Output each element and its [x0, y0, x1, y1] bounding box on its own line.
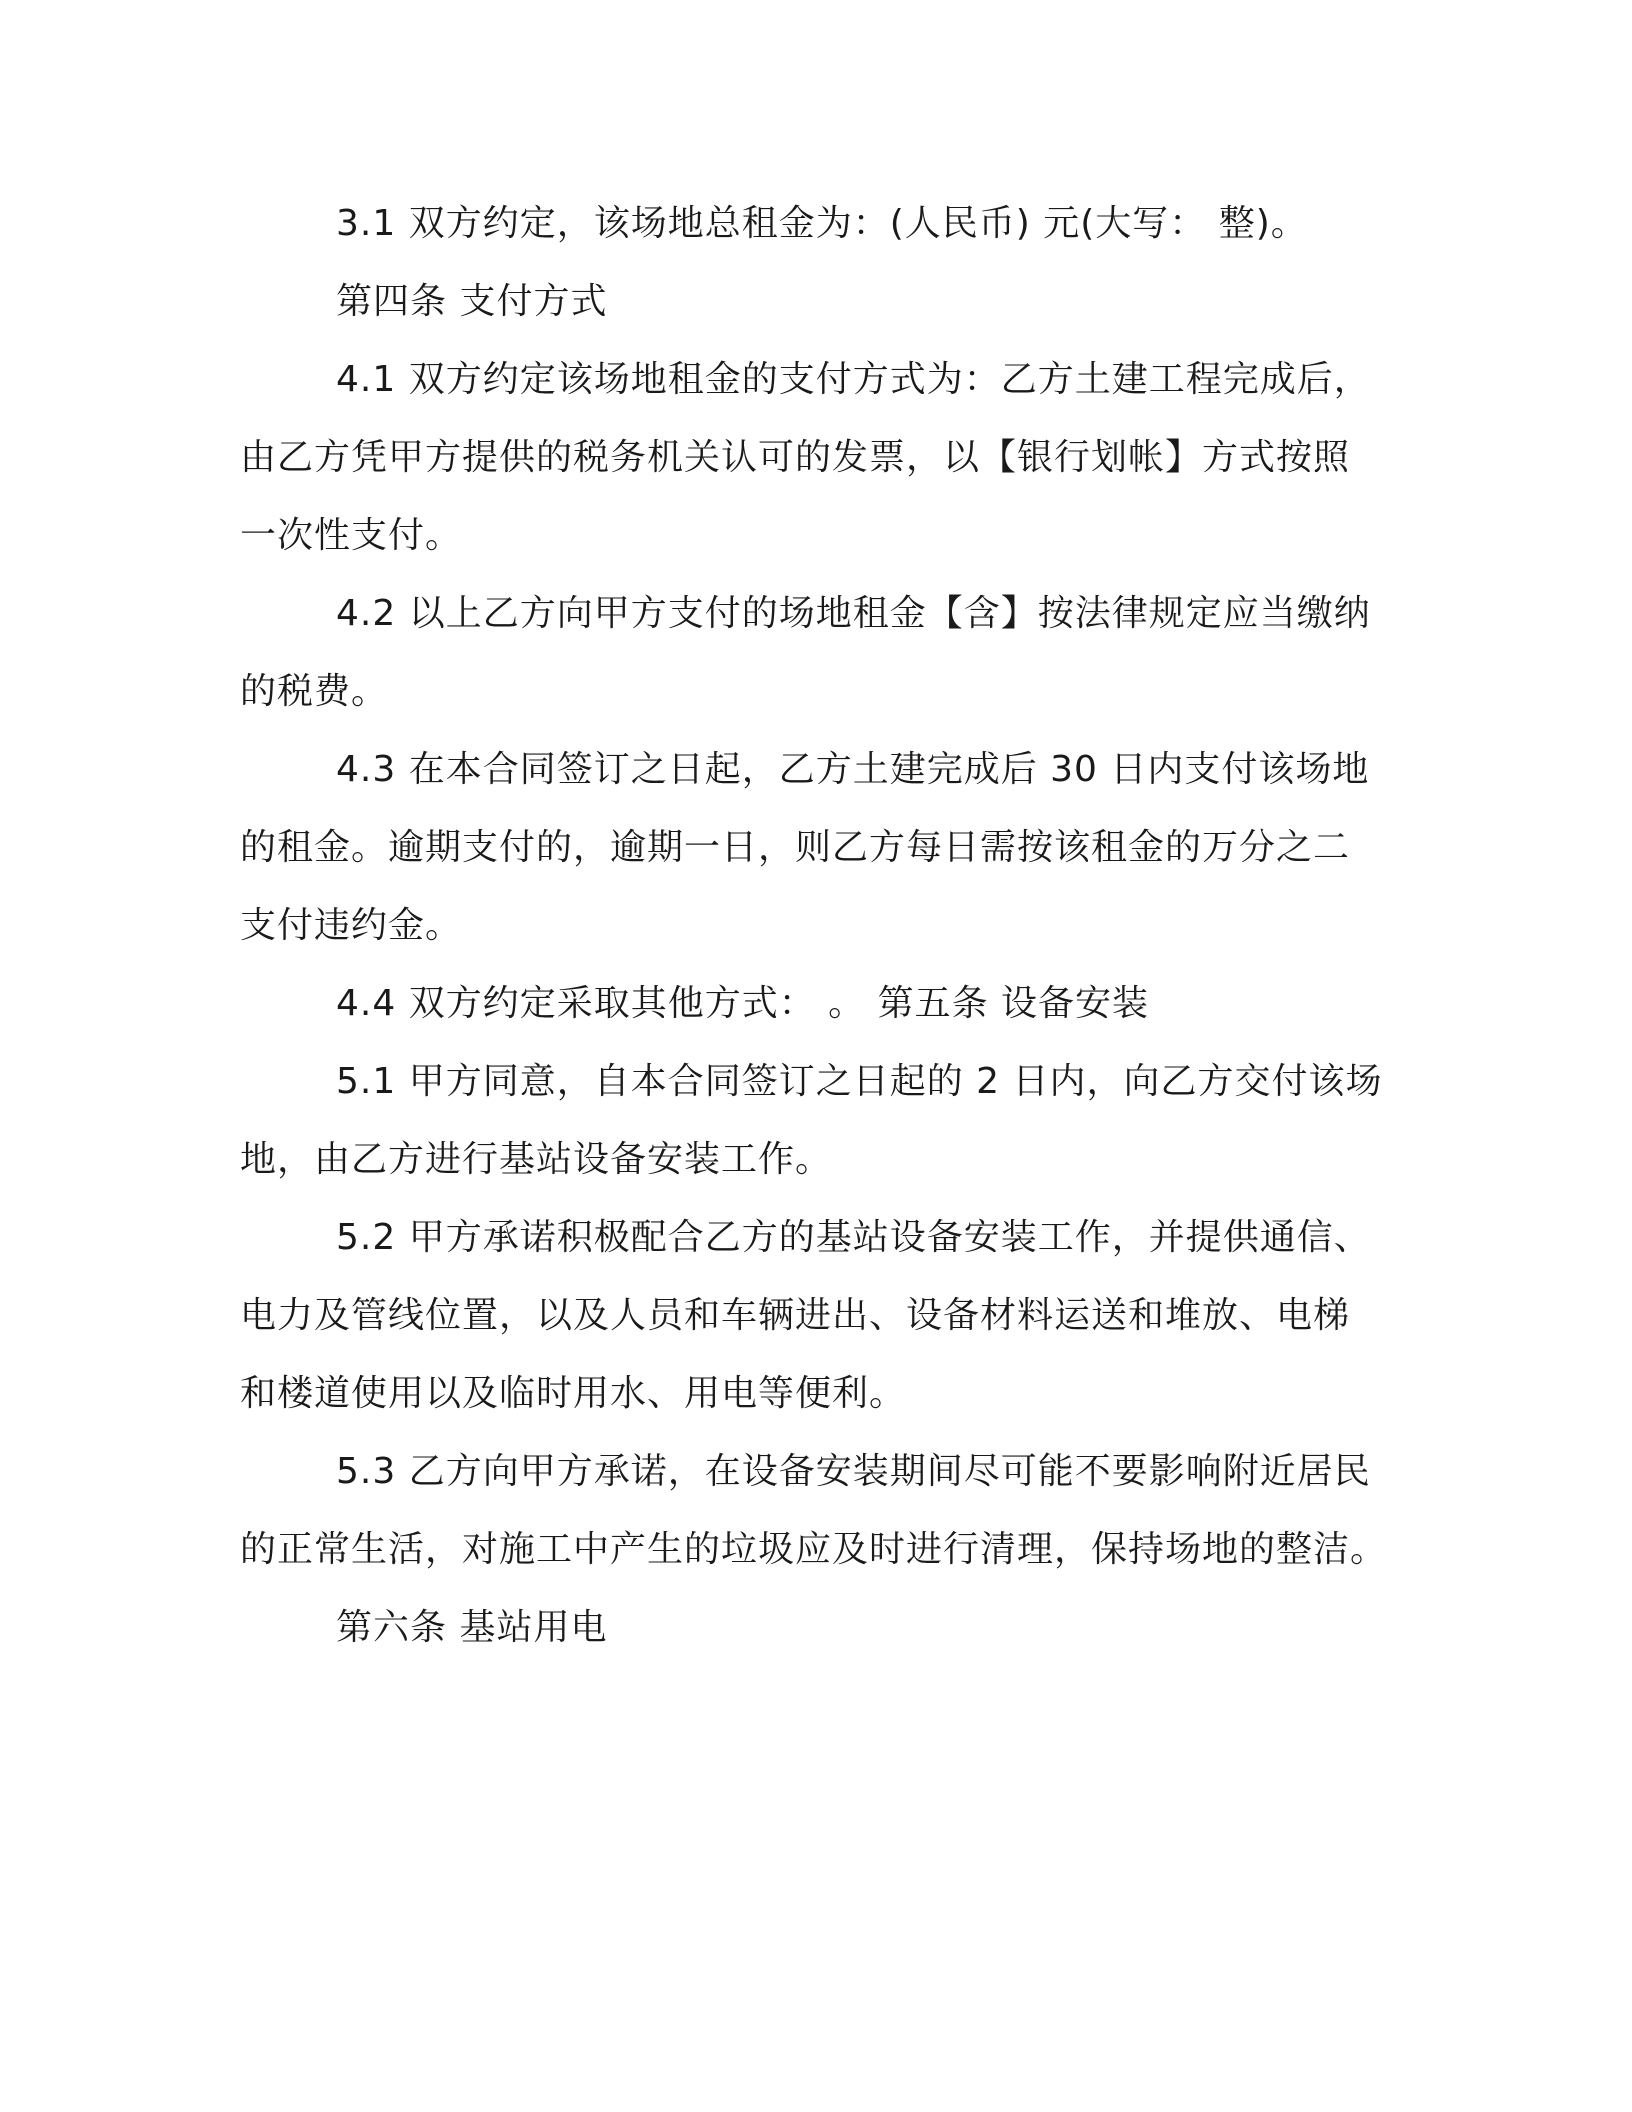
text-line: 5.3 乙方向甲方承诺，在设备安装期间尽可能不要影响附近居民 — [336, 1451, 1371, 1492]
text-line: 5.1 甲方同意，自本合同签订之日起的 2 日内，向乙方交付该场 — [336, 1061, 1383, 1102]
text-line: 5.2 甲方承诺积极配合乙方的基站设备安装工作，并提供通信、 — [336, 1217, 1371, 1258]
paragraph-p52 — [240, 1199, 1380, 1433]
text-line: 4.2 以上乙方向甲方支付的场地租金【含】按法律规定应当缴纳 — [336, 593, 1371, 634]
text-line: 4.1 双方约定该场地租金的支付方式为：乙方土建工程完成后， — [336, 359, 1371, 400]
text-line: 由乙方凭甲方提供的税务机关认可的发票，以【银行划帐】方式按照 — [240, 437, 1351, 478]
paragraph-p51 — [240, 1043, 1383, 1199]
text-line: 3.1 双方约定，该场地总租金为：(人民币) 元(大写： 整)。 — [336, 203, 1308, 244]
text-line: 的正常生活，对施工中产生的垃圾应及时进行清理，保持场地的整洁。 — [240, 1529, 1388, 1570]
text-line: 的租金。逾期支付的，逾期一日，则乙方每日需按该租金的万分之二 — [240, 827, 1351, 868]
paragraph-art4 — [240, 263, 1380, 341]
text-line: 地，由乙方进行基站设备安装工作。 — [240, 1139, 833, 1180]
text-line: 4.3 在本合同签订之日起，乙方土建完成后 30 日内支付该场地 — [336, 749, 1370, 790]
text-line: 的税费。 — [240, 671, 389, 712]
text-line: 第四条 支付方式 — [336, 281, 608, 322]
text-line: 一次性支付。 — [240, 515, 463, 556]
text-line: 电力及管线位置，以及人员和车辆进出、设备材料运送和堆放、电梯 — [240, 1295, 1351, 1336]
paragraph-p42 — [240, 575, 1380, 731]
paragraph-p44 — [240, 965, 1380, 1043]
text-line: 第六条 基站用电 — [336, 1607, 608, 1648]
paragraph-art6 — [240, 1589, 1380, 1667]
paragraph-p31 — [240, 185, 1380, 263]
paragraph-p43 — [240, 731, 1380, 965]
text-line: 和楼道使用以及临时用水、用电等便利。 — [240, 1373, 907, 1414]
text-line: 4.4 双方约定采取其他方式： 。 第五条 设备安装 — [336, 983, 1150, 1024]
paragraph-p41 — [240, 341, 1380, 575]
paragraph-p53 — [240, 1433, 1388, 1589]
text-line: 支付违约金。 — [240, 905, 463, 946]
